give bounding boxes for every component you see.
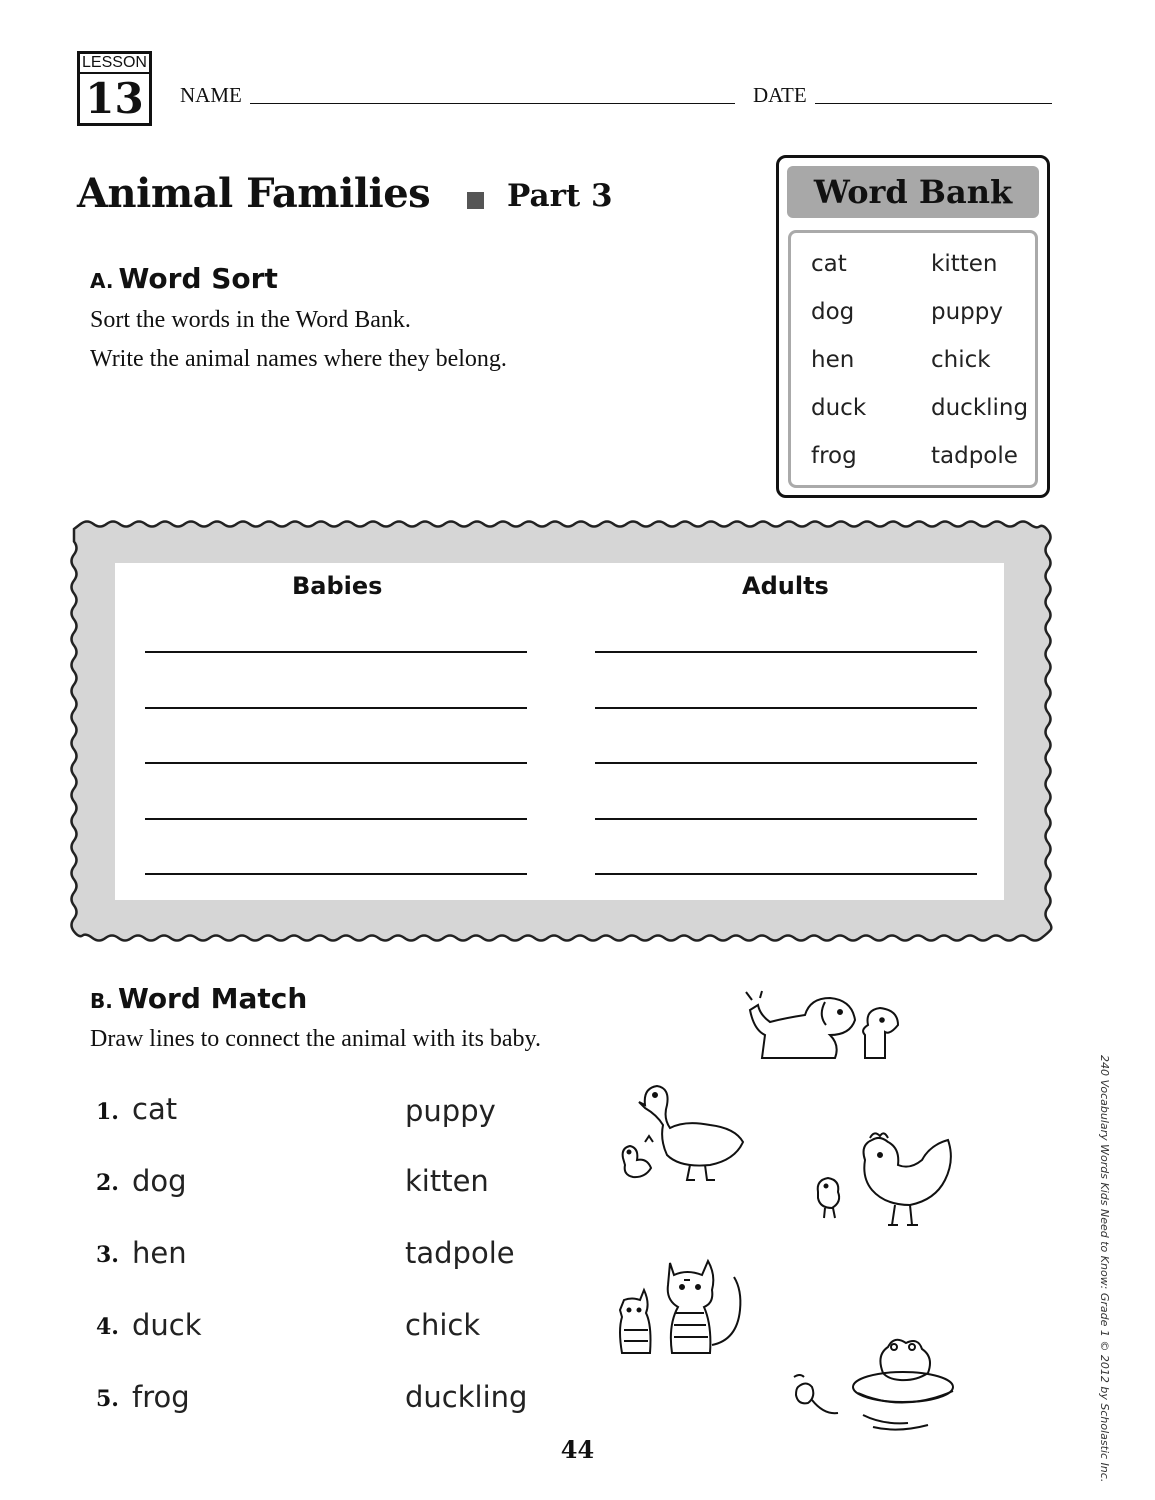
section-b-title: Word Match — [117, 982, 308, 1015]
match-number: 2. — [96, 1170, 119, 1196]
babies-answer-line[interactable] — [145, 762, 527, 764]
match-baby[interactable]: kitten — [405, 1164, 489, 1198]
lesson-number: 13 — [85, 74, 144, 123]
lesson-label: LESSON — [80, 54, 149, 74]
babies-answer-line[interactable] — [145, 818, 527, 820]
section-a-letter: A. — [90, 269, 114, 293]
word-bank-title: Word Bank — [787, 166, 1039, 218]
name-label: NAME — [180, 83, 242, 107]
babies-answer-line[interactable] — [145, 873, 527, 875]
adults-answer-line[interactable] — [595, 762, 977, 764]
date-label: DATE — [753, 83, 807, 107]
match-animal[interactable]: hen — [132, 1236, 187, 1270]
word-bank-word: cat — [811, 251, 847, 277]
cat-and-kitten-icon — [612, 1255, 757, 1365]
adults-answer-line[interactable] — [595, 707, 977, 709]
adults-answer-line[interactable] — [595, 818, 977, 820]
word-bank-word: puppy — [931, 299, 1003, 325]
match-animal[interactable]: cat — [132, 1092, 178, 1126]
copyright-credit — [1093, 1055, 1113, 1483]
match-number: 4. — [96, 1314, 119, 1340]
section-b-letter: B. — [90, 989, 113, 1013]
page-title: Animal Families — [77, 170, 431, 217]
word-bank-word: hen — [811, 347, 855, 373]
match-animal[interactable]: duck — [132, 1308, 202, 1342]
word-bank-word: kitten — [931, 251, 998, 277]
section-a-instruction-1: Sort the words in the Word Bank. — [90, 307, 411, 333]
babies-answer-line[interactable] — [145, 651, 527, 653]
copyright-text: 240 Vocabulary Words Kids Need to Know: Grade 1 © 2012 by Scholastic Inc. — [1098, 1055, 1111, 1483]
match-baby[interactable]: duckling — [405, 1380, 528, 1414]
date-field[interactable] — [815, 103, 1052, 104]
word-bank-word: chick — [931, 347, 991, 373]
frog-and-tadpole-icon — [788, 1325, 963, 1435]
word-bank-word: tadpole — [931, 443, 1018, 469]
section-b-heading — [90, 982, 307, 1015]
adults-column-header: Adults — [742, 572, 829, 600]
hen-and-chick-icon — [810, 1130, 960, 1235]
lesson-badge — [77, 51, 152, 126]
match-animal[interactable]: frog — [132, 1380, 190, 1414]
match-baby[interactable]: puppy — [405, 1094, 496, 1128]
name-field[interactable] — [250, 103, 735, 104]
dog-and-puppy-icon — [740, 990, 910, 1065]
match-animal[interactable]: dog — [132, 1164, 187, 1198]
word-bank-word: duck — [811, 395, 867, 421]
babies-column-header: Babies — [292, 572, 383, 600]
match-number: 5. — [96, 1386, 119, 1412]
title-bullet — [467, 192, 484, 209]
match-number: 3. — [96, 1242, 119, 1268]
babies-answer-line[interactable] — [145, 707, 527, 709]
match-baby[interactable]: chick — [405, 1308, 481, 1342]
page-number: 44 — [560, 1435, 595, 1464]
match-baby[interactable]: tadpole — [405, 1236, 515, 1270]
sort-area — [115, 563, 1004, 900]
section-a-heading — [90, 262, 278, 295]
word-bank-list — [788, 230, 1038, 488]
word-bank-word: frog — [811, 443, 857, 469]
word-bank — [776, 155, 1050, 498]
adults-answer-line[interactable] — [595, 651, 977, 653]
adults-answer-line[interactable] — [595, 873, 977, 875]
section-a-title: Word Sort — [118, 262, 278, 295]
word-bank-word: dog — [811, 299, 855, 325]
section-a-instruction-2: Write the animal names where they belong. — [90, 346, 507, 372]
page-subtitle: Part 3 — [507, 178, 613, 214]
section-b-instruction: Draw lines to connect the animal with its baby. — [90, 1026, 541, 1052]
match-number: 1. — [96, 1099, 119, 1125]
duck-and-duckling-icon — [615, 1080, 750, 1190]
word-bank-word: duckling — [931, 395, 1029, 421]
